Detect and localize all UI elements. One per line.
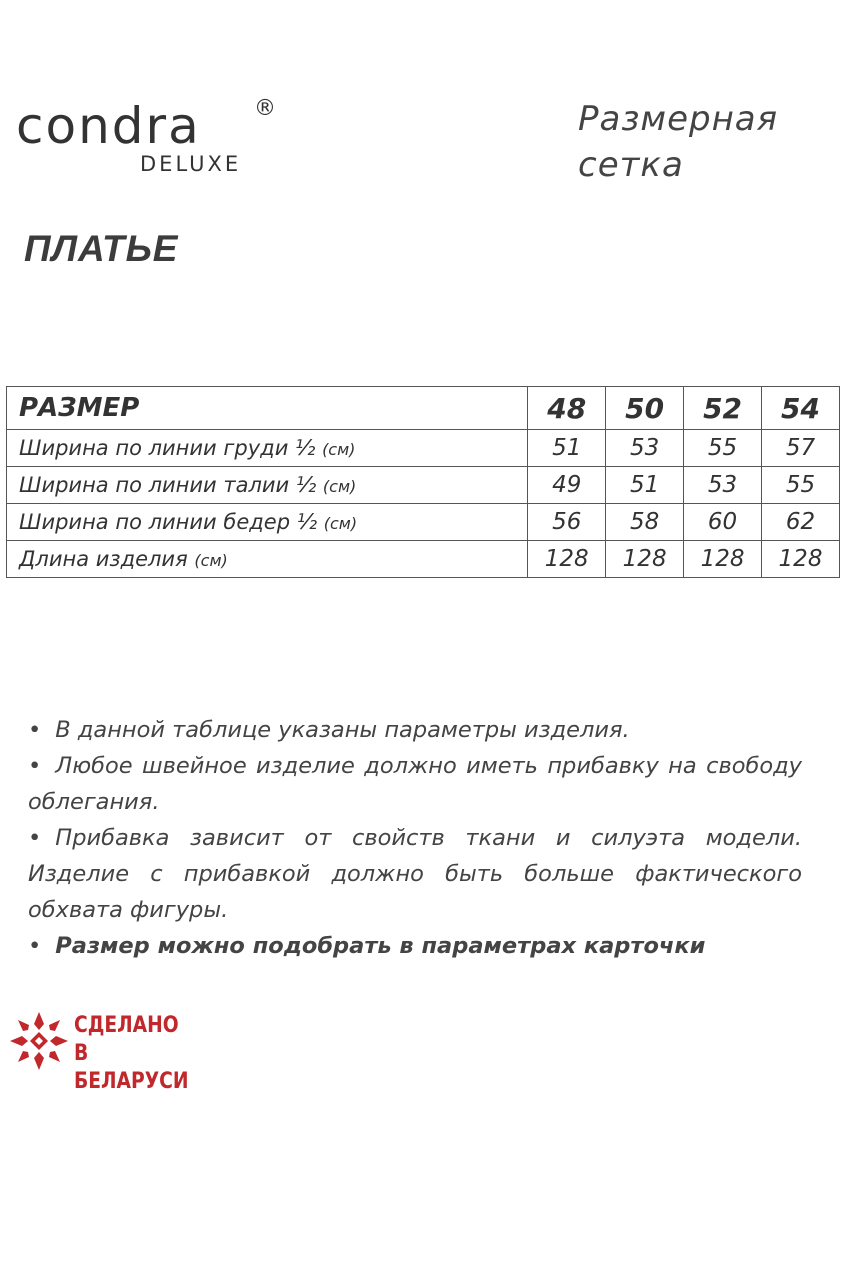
size-header-54: 54 xyxy=(762,387,840,430)
table-cell: 51 xyxy=(528,430,606,467)
table-cell: 55 xyxy=(684,430,762,467)
row-label-waist xyxy=(7,467,528,504)
badge-text xyxy=(74,1012,189,1096)
brand-logo xyxy=(16,96,286,186)
size-header-52: 52 xyxy=(684,387,762,430)
table-cell: 128 xyxy=(762,541,840,578)
size-header-50: 50 xyxy=(606,387,684,430)
row-unit: (см) xyxy=(322,440,356,459)
bullet-icon: • xyxy=(28,933,42,959)
list-item xyxy=(28,928,802,964)
bullet-icon: • xyxy=(28,825,42,851)
bullet-icon: • xyxy=(28,717,42,743)
table-row xyxy=(7,541,840,578)
row-label-hips xyxy=(7,504,528,541)
size-header-48: 48 xyxy=(528,387,606,430)
page-title xyxy=(578,96,838,188)
row-unit: (см) xyxy=(194,551,228,570)
bullet-icon: • xyxy=(28,753,42,779)
table-cell: 53 xyxy=(684,467,762,504)
table-cell: 57 xyxy=(762,430,840,467)
ornament-star-icon xyxy=(8,1010,70,1072)
table-cell: 51 xyxy=(606,467,684,504)
table-cell: 56 xyxy=(528,504,606,541)
table-cell: 128 xyxy=(528,541,606,578)
list-item xyxy=(28,712,802,748)
list-item xyxy=(28,748,802,820)
table-row xyxy=(7,467,840,504)
registered-mark: ® xyxy=(254,96,276,121)
row-label-chest xyxy=(7,430,528,467)
badge-line1: СДЕЛАНО xyxy=(74,1013,179,1038)
size-header-label: РАЗМЕР xyxy=(7,387,528,430)
table-row xyxy=(7,430,840,467)
table-cell: 58 xyxy=(606,504,684,541)
row-label-text: Длина изделия xyxy=(19,547,188,571)
made-in-belarus-badge xyxy=(8,1008,208,1094)
row-unit: (см) xyxy=(322,477,357,496)
row-unit: (см) xyxy=(323,514,358,533)
table-cell: 128 xyxy=(684,541,762,578)
table-cell: 55 xyxy=(762,467,840,504)
badge-line2: В БЕЛАРУСИ xyxy=(74,1041,189,1094)
product-name: ПЛАТЬЕ xyxy=(24,228,179,269)
row-label-text: Ширина по линии бедер ½ xyxy=(19,510,318,534)
brand-name: condra xyxy=(16,97,201,155)
row-label-length xyxy=(7,541,528,578)
note-text: В данной таблице указаны параметры изделия. xyxy=(55,717,630,743)
table-cell: 60 xyxy=(684,504,762,541)
table-cell: 53 xyxy=(606,430,684,467)
page-title-line1: Размерная xyxy=(578,99,779,139)
note-text: Любое швейное изделие должно иметь прибавку на свободу облегания. xyxy=(28,753,802,815)
row-label-text: Ширина по линии талии ½ xyxy=(19,473,317,497)
table-cell: 128 xyxy=(606,541,684,578)
page-title-line2: сетка xyxy=(578,145,684,185)
size-table xyxy=(6,386,840,578)
note-text-bold: Размер можно подобрать в параметрах карточки xyxy=(55,933,706,959)
row-label-text: Ширина по линии груди ½ xyxy=(19,436,316,460)
size-table-header-row xyxy=(7,387,840,430)
list-item xyxy=(28,820,802,928)
table-cell: 62 xyxy=(762,504,840,541)
note-text: Прибавка зависит от свойств ткани и силуэта модели. Изделие с прибавкой должно быть больше фактического обхвата фигуры. xyxy=(28,825,802,923)
notes-list xyxy=(28,712,802,964)
table-cell: 49 xyxy=(528,467,606,504)
table-row xyxy=(7,504,840,541)
brand-sub: DELUXE xyxy=(140,152,242,176)
